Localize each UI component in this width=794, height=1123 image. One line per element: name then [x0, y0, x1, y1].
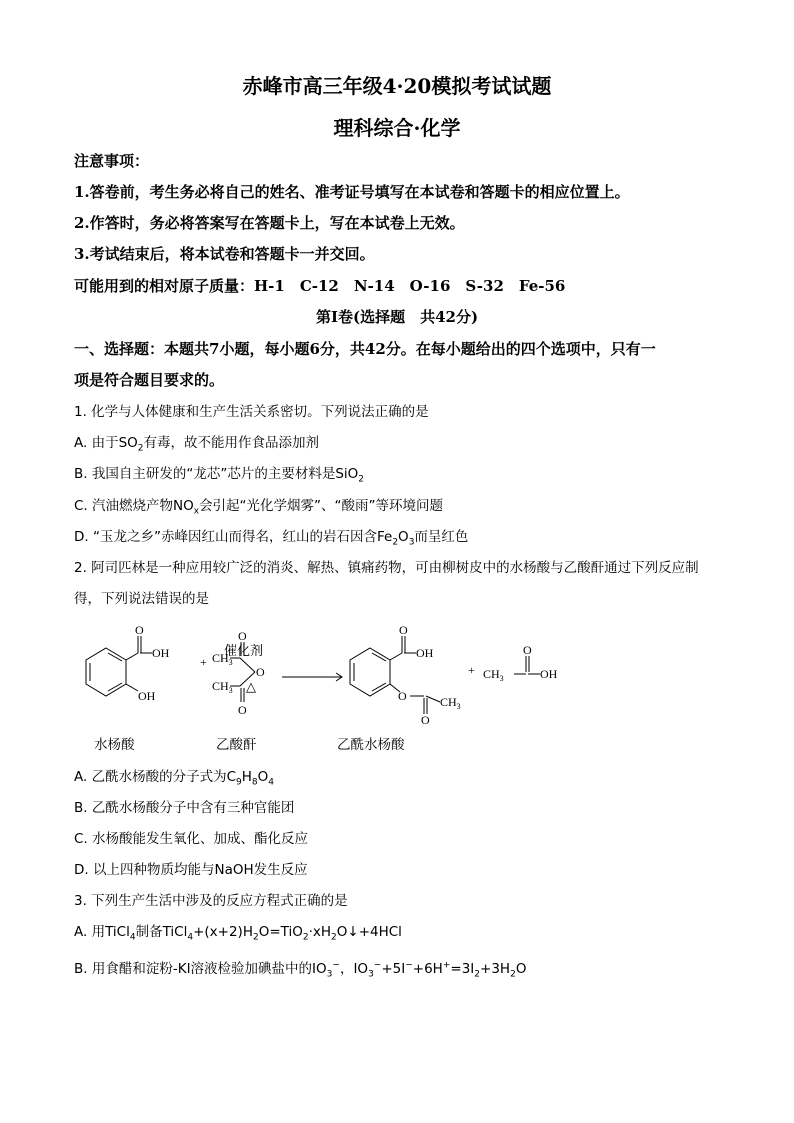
- salicylic-acid-ring: [86, 648, 126, 696]
- svg-text:OH: OH: [138, 689, 156, 703]
- page-subtitle: 理科综合·化学: [333, 116, 461, 140]
- svg-text:OH: OH: [152, 646, 170, 660]
- q2-option-a: A. 乙酰水杨酸的分子式为$C_9H_8O_4$: [74, 769, 275, 788]
- acetylsalicylic-acid-ring: [350, 648, 390, 696]
- q2-option-d: D. 以上四种物质均能与NaOH发生反应: [74, 862, 308, 878]
- svg-text:CH3: $CH_3$: [483, 667, 504, 683]
- label-acetic-anhydride: 乙酸酐: [216, 737, 257, 753]
- q2-stem-line1: 2. 阿司匹林是一种应用较广泛的消炎、解热、镇痛药物，可由柳树皮中的水杨酸与乙酸酐通过下列反应制: [74, 560, 699, 576]
- section-instructions-line2: 项是符合题目要求的。: [74, 371, 225, 389]
- notice-heading: 注意事项：: [74, 152, 150, 170]
- notice-item-2: 2.作答时，务必将答案写在答题卡上，写在本试卷上无效。: [74, 214, 465, 232]
- q1-option-c: C. 汽油燃烧产物$NO_x$会引起“光化学烟雾”、“酸雨”等环境问题: [74, 498, 444, 517]
- q2-option-b: B. 乙酰水杨酸分子中含有三种官能团: [74, 800, 295, 816]
- label-acetylsalicylic-acid: 乙酰水杨酸: [337, 737, 405, 753]
- section-instructions-line1: 一、选择题：本题共7小题，每小题6分，共42分。在每小题给出的四个选项中，只有一: [74, 340, 656, 358]
- q2-stem-line2: 得，下列说法错误的是: [74, 591, 209, 607]
- svg-text:O: O: [399, 623, 408, 637]
- svg-text:O: O: [256, 665, 265, 679]
- svg-text:O: O: [523, 643, 532, 657]
- svg-text:O: O: [398, 689, 407, 703]
- svg-text:OH: OH: [416, 646, 434, 660]
- reaction-scheme: [60, 618, 580, 750]
- svg-text:CH3: $CH_3$: [212, 679, 233, 695]
- notice-item-3: 3.考试结束后，将本试卷和答题卡一并交回。: [74, 245, 375, 263]
- q3-option-a: A. 用TiCl$_4$制备$TiCl_4+(x+2)H_2O=TiO_2\cdot xH_2O↓+4HCl$: [74, 924, 402, 943]
- svg-text:CH3: $CH_3$: [212, 651, 233, 667]
- q2-option-c: C. 水杨酸能发生氧化、加成、酯化反应: [74, 831, 309, 847]
- q1-option-b: B. 我国自主研发的“龙芯”芯片的主要材料是SiO$_2$: [74, 466, 365, 485]
- svg-text:O: O: [135, 623, 144, 637]
- svg-text:OH: OH: [540, 667, 558, 681]
- atomic-masses: 可能用到的相对原子质量：H-1 C-12 N-14 O-16 S-32 Fe-56: [74, 277, 566, 295]
- svg-text:CH3: $CH_3$: [440, 695, 461, 711]
- heat-symbol: △: [246, 680, 256, 695]
- q1-stem: 1. 化学与人体健康和生产生活关系密切。下列说法正确的是: [74, 404, 429, 420]
- page-title: 赤峰市高三年级4·20模拟考试试题: [242, 74, 552, 98]
- notice-item-1: 1.答卷前，考生务必将自己的姓名、准考证号填写在本试卷和答题卡的相应位置上。: [74, 183, 630, 201]
- q1-option-a: A. 由于$SO_2$有毒，故不能用作食品添加剂: [74, 435, 320, 454]
- svg-text:O: O: [238, 629, 247, 643]
- plus-sign-2: +: [468, 663, 475, 677]
- section-title: 第Ⅰ卷(选择题 共42分): [315, 308, 479, 326]
- svg-text:O: O: [238, 703, 247, 717]
- q1-option-d: D. “玉龙之乡”赤峰因红山而得名，红山的岩石因含$Fe_2O_3$而呈红色: [74, 529, 469, 548]
- plus-sign-1: +: [200, 655, 207, 669]
- q3-stem: 3. 下列生产生活中涉及的反应方程式正确的是: [74, 893, 348, 909]
- svg-text:O: O: [421, 713, 430, 727]
- label-salicylic-acid: 水杨酸: [94, 737, 135, 753]
- catalyst-label: 催化剂: [224, 644, 264, 659]
- q3-option-b: B. 用食醋和淀粉-KI溶液检验加碘盐中的$IO_3^-$，$IO_3^-+5I^-+6H^+=3I_2+3H_2O$: [74, 960, 527, 980]
